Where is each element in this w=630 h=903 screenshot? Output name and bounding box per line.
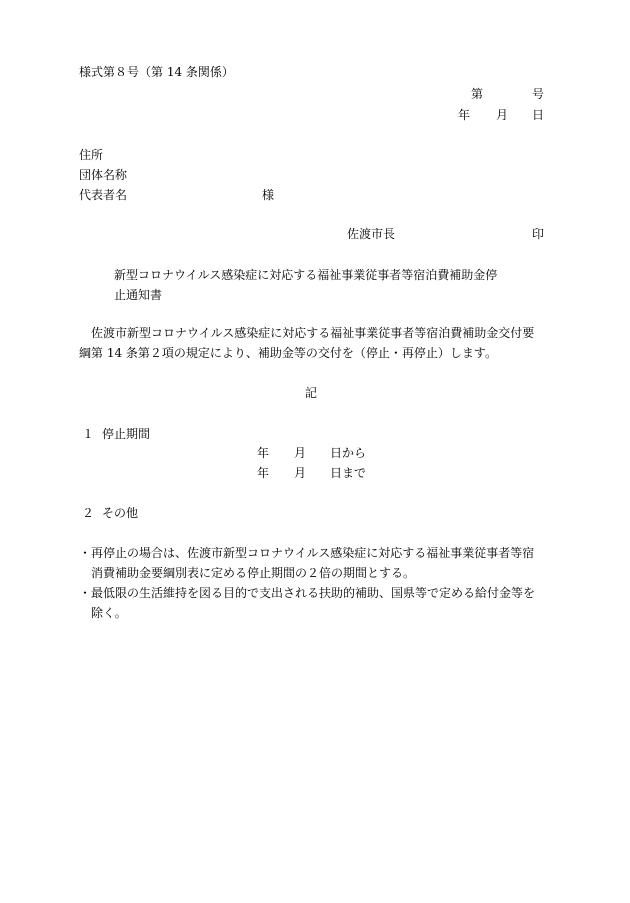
org-name-label: 団体名称 (79, 168, 128, 182)
note2-line2: 除く。 (91, 606, 127, 620)
representative-label: 代表者名 (79, 188, 128, 202)
period-start-year: 年 (257, 446, 270, 460)
note2-bullet: ・ (79, 586, 92, 600)
section1-heading: 停止期間 (102, 427, 151, 441)
body-line2: 綱第 14 条第２項の規定により、補助金等の交付を（停止・再停止）します。 (79, 346, 497, 360)
document-title-line1: 新型コロナウイルス感染症に対応する福祉事業従事者等宿泊費補助金停 (114, 268, 498, 282)
date-year: 年 (458, 108, 471, 122)
period-end-year: 年 (257, 466, 270, 480)
form-number: 様式第８号（第 14 条関係） (79, 65, 234, 79)
period-start-month: 月 (294, 446, 307, 460)
address-label: 住所 (79, 148, 104, 162)
note1-line1: 再停止の場合は、佐渡市新型コロナウイルス感染症に対応する福祉事業従事者等宿 (91, 546, 535, 560)
section2-number: ２ (82, 506, 95, 520)
issuer-title: 佐渡市長 (347, 227, 396, 241)
period-start-day: 日から (330, 446, 367, 460)
doc-number-go: 号 (532, 87, 545, 101)
seal-mark: 印 (532, 227, 545, 241)
note2-line1: 最低限の生活維持を図る目的で支出される扶助的補助、国県等で定める給付金等を (91, 586, 536, 600)
honorific-sama: 様 (262, 188, 275, 202)
document-title-line2: 止通知書 (114, 288, 163, 302)
period-end-day: 日まで (330, 466, 367, 480)
section1-number: １ (82, 427, 95, 441)
period-end-month: 月 (294, 466, 307, 480)
note1-bullet: ・ (79, 546, 92, 560)
ki-heading: 記 (305, 386, 318, 400)
note1-line2: 消費補助金要綱別表に定める停止期間の２倍の期間とする。 (91, 566, 416, 580)
date-day: 日 (532, 108, 545, 122)
doc-number-dai: 第 (471, 87, 484, 101)
section2-heading: その他 (102, 506, 139, 520)
body-line1: 佐渡市新型コロナウイルス感染症に対応する福祉事業従事者等宿泊費補助金交付要 (91, 326, 535, 340)
date-month: 月 (496, 108, 509, 122)
